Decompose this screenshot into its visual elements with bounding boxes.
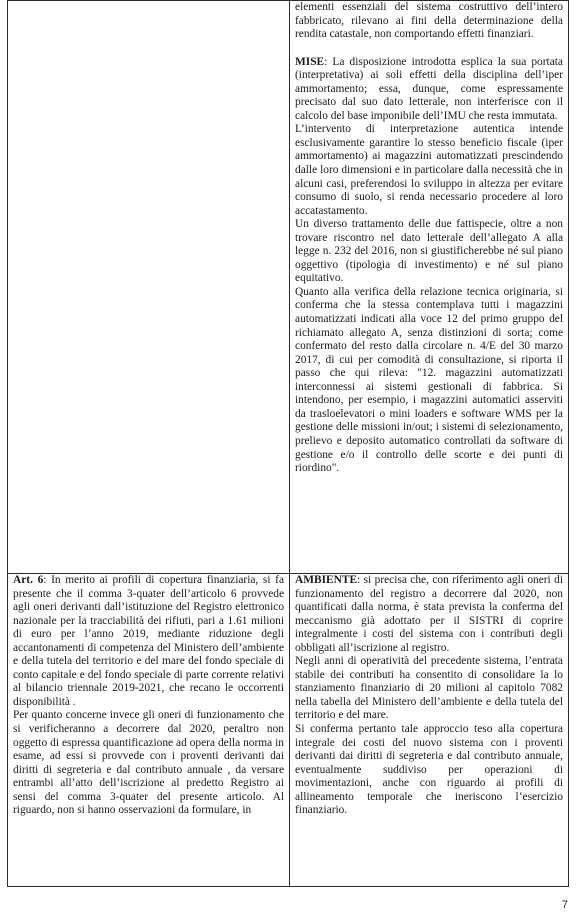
ambiente-text: : si precisa che, con riferimento agli oneri di funzionamento del registro a decorrere dal 2020, non quantificati dalla norma, è stata prevista la conferma del meccanismo già adottato per il SISTRI di coprire integralmente i costi del sistema con i contributi degli obbligati all’iscrizione al registro. bbox=[295, 574, 563, 654]
paragraph: L’intervento di interpretazione autentica intende esclusivamente garantire lo stesso beneficio fiscale (iper ammortamento) ai magazzini automatizzati prescindendo dalle loro dimensioni e in particolare dalla necessità che in alcuni casi, preferendosi lo sviluppo in altezza per evitare consumo di suolo, si renda necessario procedere al loro accatastamento. bbox=[295, 123, 563, 217]
paragraph: Quanto alla verifica della relazione tecnica originaria, si conferma che la stessa contemplava tutti i magazzini automatizzati indicati alla voce 12 del primo gruppo del richiamato allegato A, senza distinzioni di sorta; come confermato del resto dalla circolare n. 4/E del 30 marzo 2017, di cui per comodità di consultazione, si riporta il passo che qui rileva: "12. magazzini automatizzati interconnessi ai sistemi gestionali di fabbrica. Si intendono, per esempio, i magazzini automatici asserviti da trasloelevatori o mini loaders e software WMS per la gestione delle missioni in/out; i sistemi di selezionamento, prelievo e deposito automatico controllati da software di gestione e/o il controllo delle scorte e dei punti di riordino". bbox=[295, 285, 563, 475]
right-cell-ambiente bbox=[290, 574, 569, 887]
paragraph: Un diverso trattamento delle due fattispecie, oltre a non trovare riscontro nel dato letterale dell’allegato A alla legge n. 232 del 2016, non si giustificherebbe né sul piano oggettivo (tipologia di investimento) e né sul piano equitativo. bbox=[295, 218, 563, 285]
mise-text: : La disposizione introdotta esplica la sua portata (interpretativa) ai soli effetti della disciplina dell’iper ammortamento; essa, dunque, come espressamente precisato dal suo dato letterale, non interferisce con il calcolo del base imponibile dell’IMU che resta immutata. bbox=[295, 55, 563, 122]
ambiente-label: AMBIENTE bbox=[295, 574, 358, 586]
page-number: 7 bbox=[561, 899, 568, 911]
paragraph: Negli anni di operatività del precedente sistema, l’entrata stabile dei contributi ha consentito di consolidare la lo stanziamento finanziario di 20 milioni al capitolo 7082 nella tabella del Ministero dell’ambiente e della tutela del territorio e del mare. bbox=[295, 655, 563, 722]
paragraph: Per quanto concerne invece gli oneri di funzionamento che si verificheranno a decorrere dal 2020, peraltro non oggetto di espressa quantificazione ad opera della norma in esame, ad essi si provvede con i proventi derivanti dai diritti di segreteria e dal contributo annuale , da versare entrambi all’atto dell’iscrizione al predetto Registro ai sensi del comma 3-quater del presente articolo. Al riguardo, non si hanno osservazioni da formulare, in bbox=[13, 709, 285, 817]
paragraph: elementi essenziali del sistema costruttivo dell’intero fabbricato, rilevano ai fini della determinazione della rendita catastale, non comportando effetti finanziari. bbox=[295, 1, 563, 41]
comments-table bbox=[7, 0, 569, 887]
paragraph-mise bbox=[295, 56, 563, 124]
mise-label: MISE bbox=[295, 55, 325, 68]
left-cell-art6 bbox=[8, 574, 290, 887]
table-row bbox=[8, 574, 569, 887]
paragraph-art6 bbox=[13, 574, 284, 709]
art6-label: Art. 6 bbox=[13, 574, 44, 586]
paragraph: Si conferma pertanto tale approccio teso alla copertura integrale dei costi del nuovo sistema con i proventi derivanti dai diritti di segreteria e dal contributo annuale, eventualmente suddiviso per operazioni di movimentazioni, anche con riguardo ai profili di allineamento temporale che ineriscono l’esercizio finanziario. bbox=[295, 723, 563, 817]
table-row bbox=[8, 1, 569, 574]
left-cell-empty bbox=[8, 1, 290, 574]
art6-text: : In merito ai profili di copertura finanziaria, si fa presente che il comma 3-quater dell’articolo 6 provvede agli oneri derivanti dall’istituzione del Registro elettronico nazionale per la tracciabilità dei rifiuti, pari a 1.61 milioni di euro per l’anno 2019, mediante riduzione degli accantonamenti di competenza del Ministero dell’ambiente e della tutela del territorio e del mare del fondo speciale di conto capitale e del fondo speciale di parte corrente relativi al bilancio triennale 2019-2021, che recano le occorrenti disponibilità . bbox=[13, 574, 285, 708]
right-cell-mise bbox=[290, 1, 569, 574]
paragraph-ambiente bbox=[295, 574, 563, 655]
